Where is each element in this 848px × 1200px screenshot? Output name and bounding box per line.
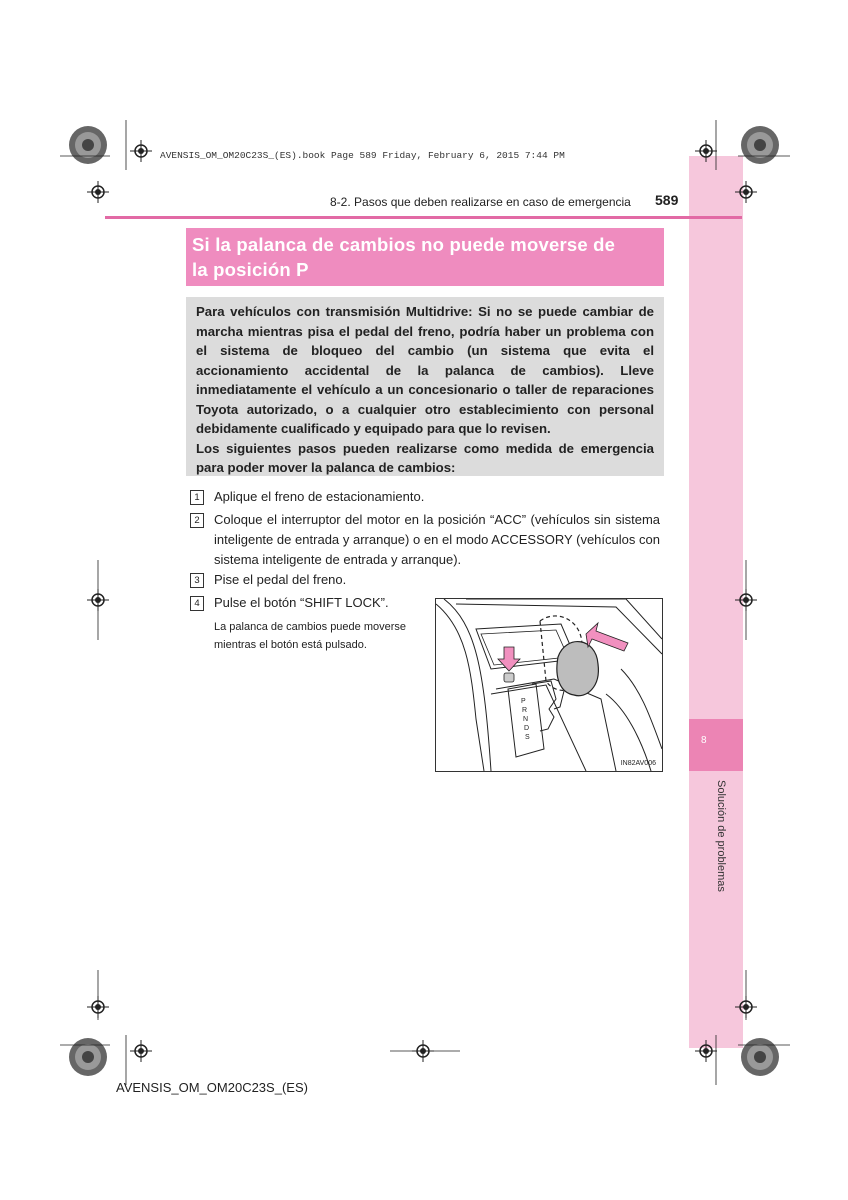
crosshair-mark-icon bbox=[87, 589, 109, 611]
figure-code: IN82AV006 bbox=[620, 760, 656, 767]
gate-letter-s: S bbox=[525, 734, 530, 741]
step-text: Aplique el freno de estacionamiento. bbox=[214, 489, 425, 504]
step-number-box: 1 bbox=[190, 490, 204, 505]
registration-rosette-icon bbox=[740, 1037, 780, 1077]
page-number: 589 bbox=[655, 192, 679, 208]
step-2 bbox=[190, 510, 660, 570]
page-title-banner bbox=[186, 228, 664, 286]
step-number-box: 3 bbox=[190, 573, 204, 588]
crosshair-mark-icon bbox=[735, 589, 757, 611]
step-number-box: 4 bbox=[190, 596, 204, 611]
step-number-box: 2 bbox=[190, 513, 204, 528]
step-text: Pise el pedal del freno. bbox=[214, 572, 347, 587]
gate-letter-r: R bbox=[522, 707, 528, 714]
shift-lock-illustration bbox=[435, 598, 663, 772]
gate-letter-n: N bbox=[523, 716, 529, 723]
step-text: Pulse el botón “SHIFT LOCK”. bbox=[214, 595, 389, 610]
chapter-label: Solución de problemas bbox=[715, 780, 727, 892]
gate-letter-d: D bbox=[524, 725, 530, 732]
gate-letter-p: P bbox=[521, 698, 526, 705]
step-1 bbox=[190, 487, 660, 507]
print-info-line: AVENSIS_OM_OM20C23S_(ES).book Page 589 Friday, February 6, 2015 7:44 PM bbox=[160, 150, 565, 161]
shift-console-drawing bbox=[436, 599, 662, 771]
crosshair-mark-icon bbox=[412, 1040, 434, 1062]
crosshair-mark-icon bbox=[87, 996, 109, 1018]
chapter-number-box bbox=[689, 719, 743, 771]
crosshair-mark-icon bbox=[130, 1040, 152, 1062]
notice-paragraph-1: Para vehículos con transmisión Multidrive: Si no se puede cambiar de marcha mientras pisa el pedal del freno, podría haber un problema con el sistema de bloqueo del cambio (un sistema que evita el accionamiento accidental de la palanca de cambios). Lleve inmediatamente el vehículo a un concesionario o taller de reparaciones Toyota autorizado, o a cualquier otro establecimiento con personal debidamente cualificado y equipado para que lo revisen. bbox=[196, 304, 654, 436]
registration-rosette-icon bbox=[68, 125, 108, 165]
crosshair-mark-icon bbox=[735, 996, 757, 1018]
crosshair-mark-icon bbox=[735, 181, 757, 203]
header-rule bbox=[105, 216, 742, 219]
step-4 bbox=[190, 593, 420, 613]
crosshair-mark-icon bbox=[695, 140, 717, 162]
crosshair-mark-icon bbox=[87, 181, 109, 203]
registration-rosette-icon bbox=[68, 1037, 108, 1077]
step-text: Coloque el interruptor del motor en la posición “ACC” (vehículos sin sistema inteligente de entrada y arranque) o en el modo ACCESSORY (vehículos con sistema inteligente de entrada y arranque). bbox=[214, 512, 660, 567]
page-title-line-1: Si la palanca de cambios no puede moverse de bbox=[192, 234, 616, 255]
page-title-line-2: la posición P bbox=[192, 259, 309, 280]
section-heading: 8-2. Pasos que deben realizarse en caso de emergencia bbox=[330, 195, 631, 209]
crosshair-mark-icon bbox=[130, 140, 152, 162]
chapter-number: 8 bbox=[701, 735, 707, 746]
step-4-note: La palanca de cambios puede moverse mientras el botón está pulsado. bbox=[214, 621, 407, 651]
notice-paragraph-2: Los siguientes pasos pueden realizarse como medida de emergencia para poder mover la palanca de cambios: bbox=[196, 440, 654, 475]
notice-box bbox=[186, 297, 664, 476]
step-3 bbox=[190, 570, 660, 590]
registration-rosette-icon bbox=[740, 125, 780, 165]
crosshair-mark-icon bbox=[695, 1040, 717, 1062]
footer-doc-id: AVENSIS_OM_OM20C23S_(ES) bbox=[116, 1080, 308, 1095]
